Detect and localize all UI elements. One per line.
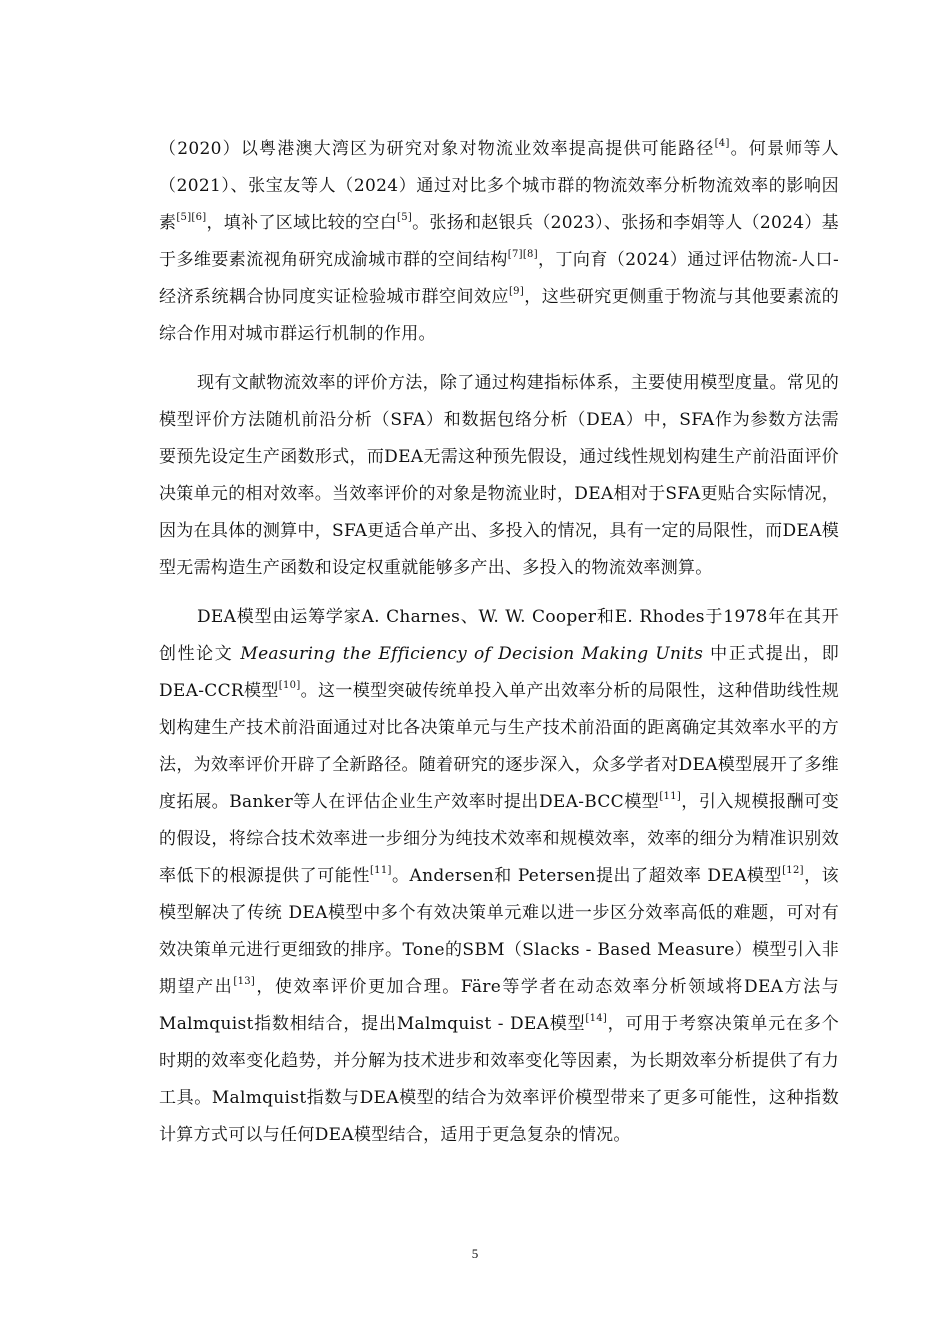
text-run: ，丁向育（2024）通过评估物流-人口-经济系统耦合协同度实证检验城市群空间效应 bbox=[159, 250, 839, 307]
citation-ref: [14] bbox=[585, 1013, 608, 1024]
text-run: 。Andersen和 Petersen提出了超效率 DEA模型 bbox=[391, 866, 783, 886]
text-run: 中正式提出，即DEA-CCR模型 bbox=[159, 644, 839, 701]
citation-ref: [4] bbox=[714, 138, 730, 149]
paragraph-2 bbox=[159, 365, 839, 587]
citation-ref: [5] bbox=[397, 212, 413, 223]
citation-ref: [7][8] bbox=[507, 249, 538, 260]
text-run: （2020）以粤港澳大湾区为研究对象对物流业效率提高提供可能路径 bbox=[159, 139, 715, 159]
text-run: 。何景师等人（2021）、张宝友等人（2024）通过对比多个城市群的物流效率分析物流效率的影响因素 bbox=[159, 139, 839, 233]
text-run: ，可用于考察决策单元在多个时期的效率变化趋势，并分解为技术进步和效率变化等因素，为长期效率分析提供了有力工具。Malmquist指数与DEA模型的结合为效率评价模型带来了更多可能性，这种指数计算方式可以与任何DEA模型结合，适用于更急复杂的情况。 bbox=[159, 1014, 839, 1145]
text-run: ，使效率评价更加合理。Färe等学者在动态效率分析领域将DEA方法与 Malmquist指数相结合，提出Malmquist - DEA模型 bbox=[159, 977, 840, 1034]
text-run: 。张扬和赵银兵（2023）、张扬和李娟等人（2024）基于多维要素流视角研究成渝城市群的空间结构 bbox=[159, 213, 839, 270]
text-run: ，填补了区域比较的空白 bbox=[206, 213, 398, 233]
text-run: ，该模型解决了传统 DEA模型中多个有效决策单元难以进一步区分效率高低的难题，可对有效决策单元进行更细致的排序。Tone的SBM（Slacks - Based Measure）模型引入非期望产出 bbox=[159, 866, 839, 997]
citation-ref: [11] bbox=[659, 791, 682, 802]
paragraph-1 bbox=[159, 131, 839, 353]
paragraph-3 bbox=[159, 599, 839, 1154]
text-run: DEA模型由运筹学家A. Charnes、W. W. Cooper和E. Rhodes于1978年在其开创性论文 bbox=[159, 607, 839, 664]
text-run: ，引入规模报酬可变的假设，将综合技术效率进一步细分为纯技术效率和规模效率，效率的细分为精准识别效率低下的根源提供了可能性 bbox=[159, 792, 839, 886]
text-run: ，这些研究更侧重于物流与其他要素流的综合作用对城市群运行机制的作用。 bbox=[159, 287, 840, 344]
paper-title: Measuring the Efficiency of Decision Making Units bbox=[240, 644, 704, 664]
text-run: 。这一模型突破传统单投入单产出效率分析的局限性，这种借助线性规划构建生产技术前沿面通过对比各决策单元与生产技术前沿面的距离确定其效率水平的方法，为效率评价开辟了全新路径。随着研究的逐步深入，众多学者对DEA模型展开了多维度拓展。Banker等人在评估企业生产效率时提出DEA-BCC模型 bbox=[159, 681, 839, 812]
citation-ref: [10] bbox=[278, 680, 301, 691]
citation-ref: [13] bbox=[233, 976, 256, 987]
citation-ref: [9] bbox=[508, 286, 525, 297]
body-text bbox=[159, 131, 839, 1166]
citation-ref: [12] bbox=[782, 865, 804, 876]
text-run: 现有文献物流效率的评价方法，除了通过构建指标体系，主要使用模型度量。常见的模型评价方法随机前沿分析（SFA）和数据包络分析（DEA）中，SFA作为参数方法需要预先设定生产函数形式，而DEA无需这种预先假设，通过线性规划构建生产前沿面评价决策单元的相对效率。当效率评价的对象是物流业时，DEA相对于SFA更贴合实际情况，因为在具体的测算中，SFA更适合单产出、多投入的情况，具有一定的局限性，而DEA模型无需构造生产函数和设定权重就能够多产出、多投入的物流效率测算。 bbox=[159, 373, 839, 578]
citation-ref: [11] bbox=[369, 865, 392, 876]
page-number: 5 bbox=[471, 1246, 479, 1261]
citation-ref: [5][6] bbox=[176, 212, 207, 223]
